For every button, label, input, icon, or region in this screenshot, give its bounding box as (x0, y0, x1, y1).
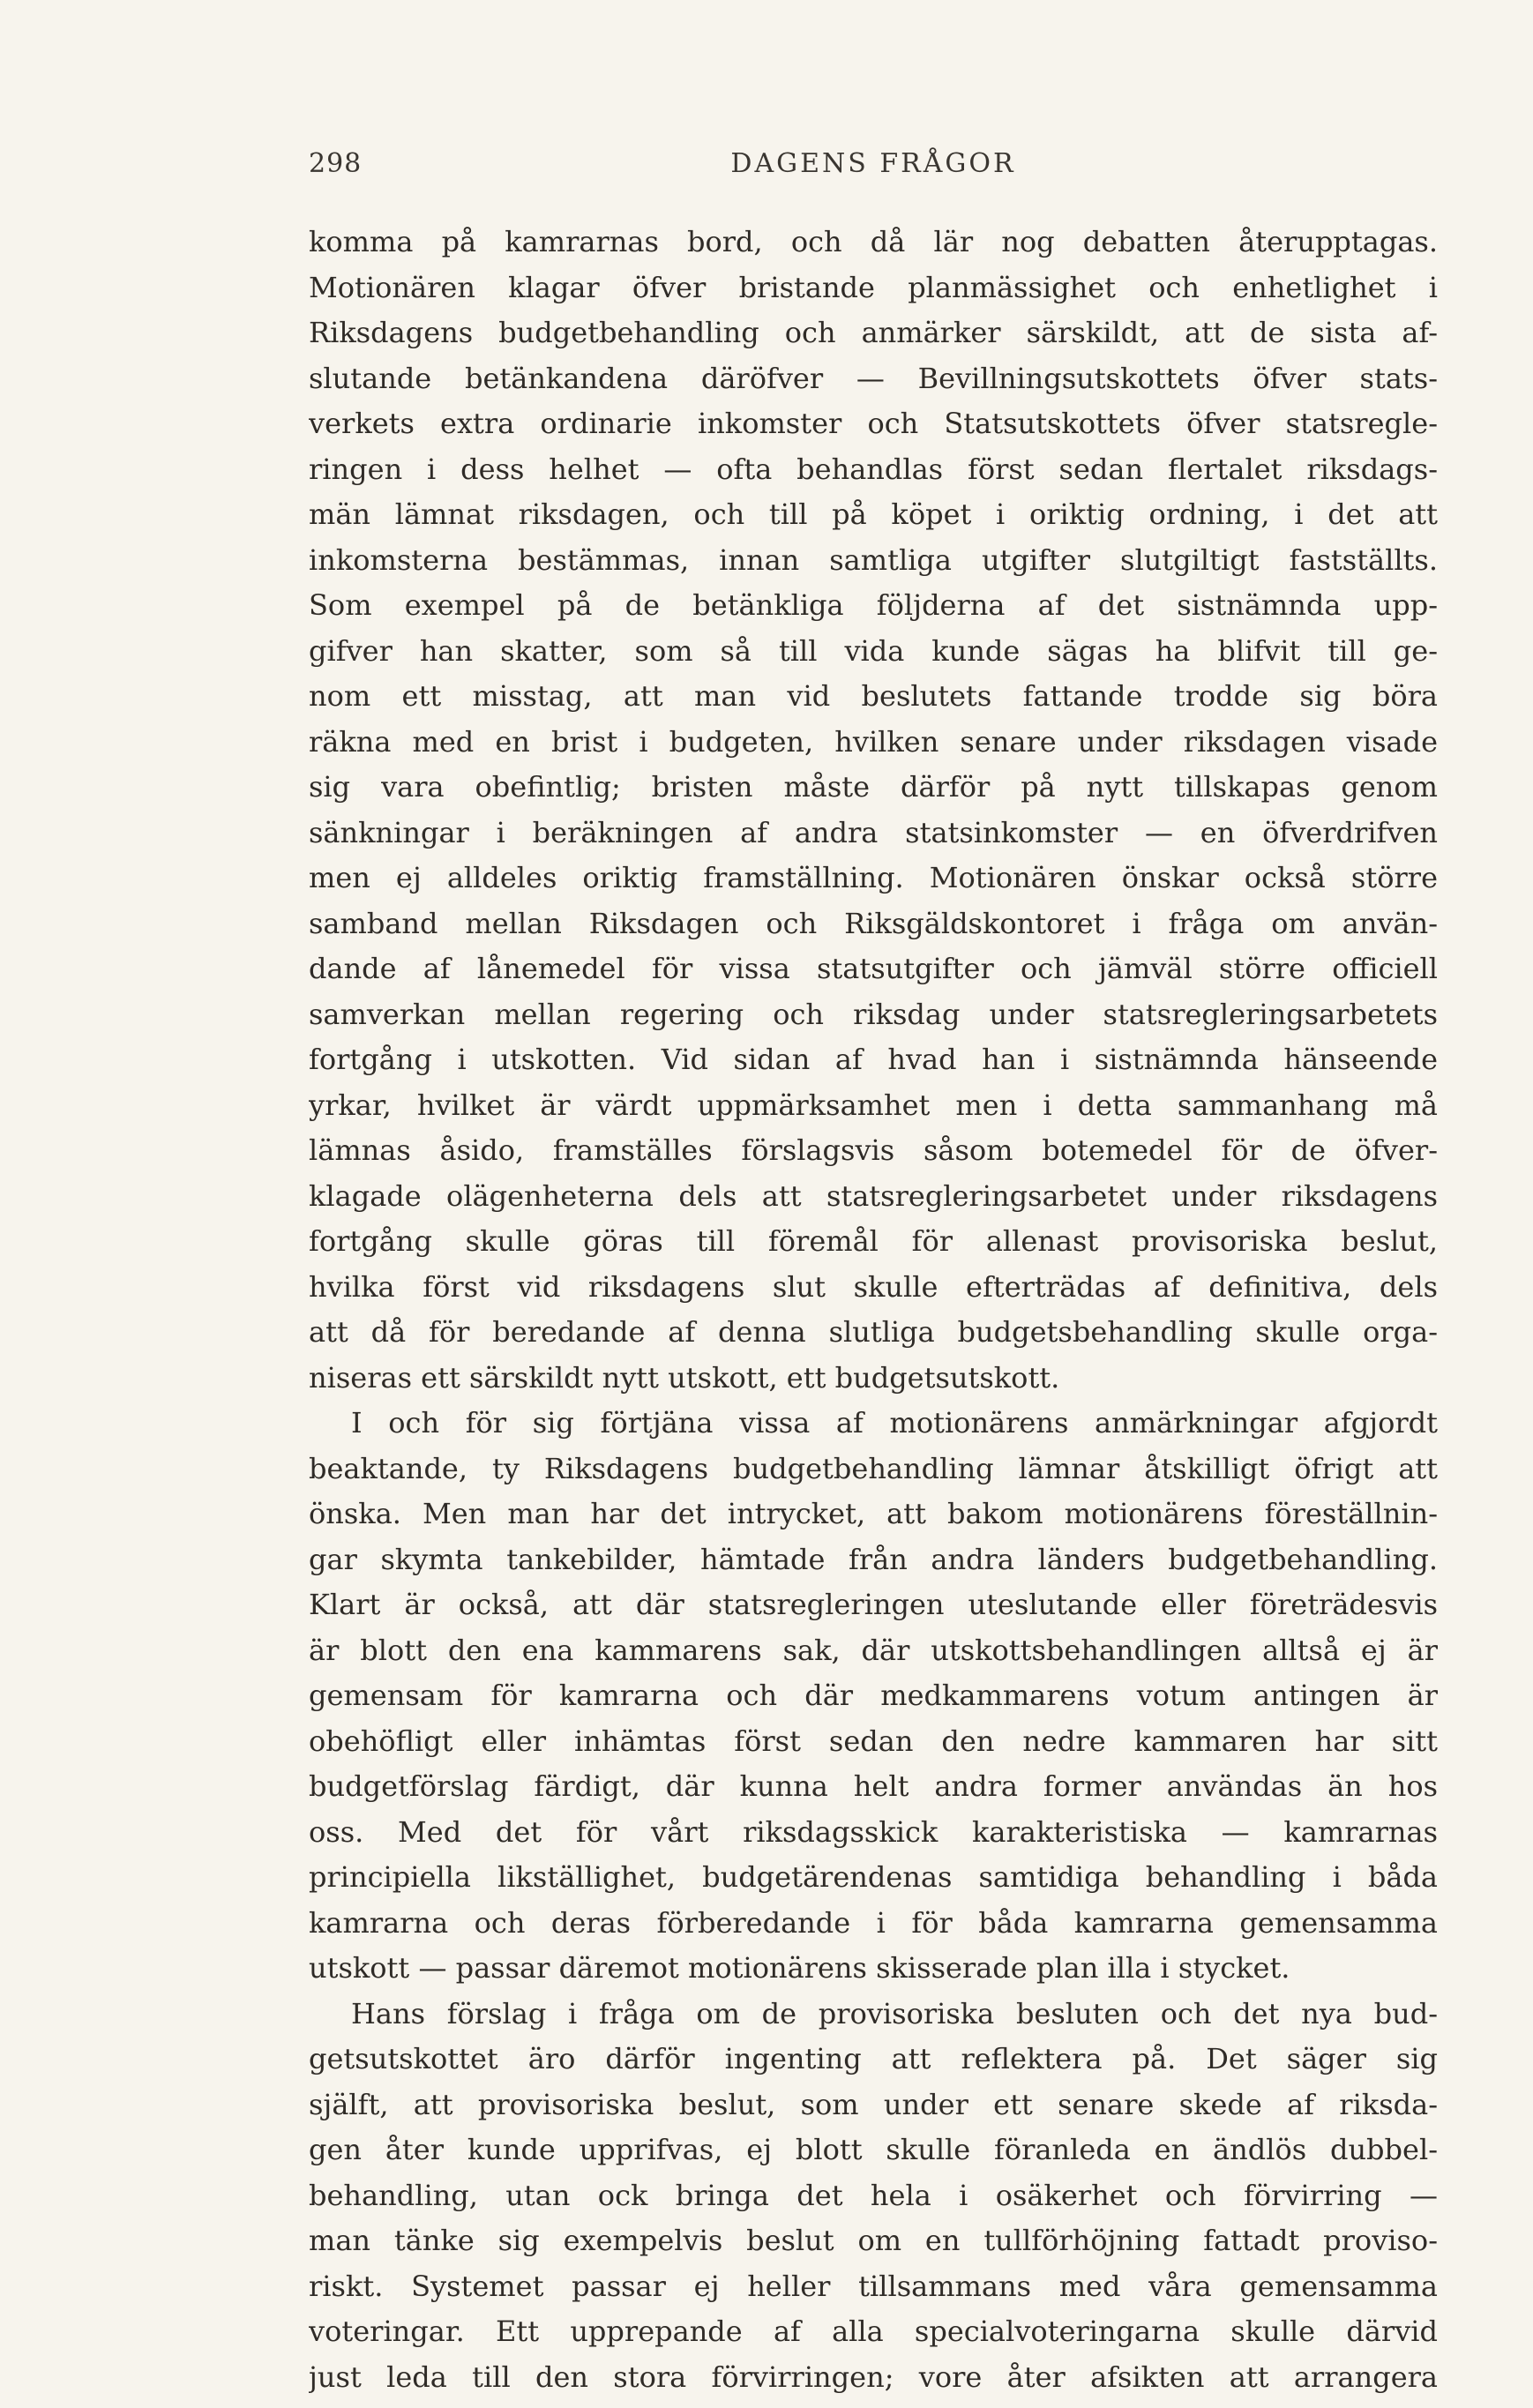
text-line: principiella likställighet, budgetärendenas samtidiga behandling i båda (309, 1860, 1438, 1894)
text-line: samverkan mellan regering och riksdag under statsregleringsarbetets (309, 997, 1438, 1031)
text-line: men ej alldeles oriktig framställning. Motionären önskar också större (309, 861, 1438, 894)
text-line: sig vara obefintlig; bristen måste därför på nytt tillskapas genom (309, 770, 1438, 804)
text-line: lämnas åsido, framställes förslagsvis såsom botemedel för de öfver- (309, 1133, 1438, 1167)
text-line: sänkningar i beräkningen af andra statsinkomster — en öfverdrifven (309, 815, 1438, 849)
text-line: inkomsterna bestämmas, innan samtliga utgifter slutgiltigt fastställts. (309, 542, 1438, 577)
text-line: dande af lånemedel för vissa statsutgifter och jämväl större officiell (309, 952, 1438, 985)
text-line: Klart är också, att där statsregleringen uteslutande eller företrädesvis (309, 1588, 1438, 1621)
text-line: gifver han skatter, som så till vida kunde sägas ha blifvit till ge- (309, 633, 1438, 668)
text-line: Riksdagens budgetbehandling och anmärker särskildt, att de sista af- (309, 316, 1438, 349)
text-line: beaktande, ty Riksdagens budgetbehandling lämnar åtskilligt öfrigt att (309, 1451, 1438, 1485)
text-line: slutande betänkandena däröfver — Bevillningsutskottets öfver stats- (309, 361, 1438, 395)
text-line: fortgång skulle göras till föremål för allenast provisoriska beslut, (309, 1224, 1438, 1258)
page-header (309, 148, 1438, 192)
text-line: voteringar. Ett upprepande af alla specialvoteringarna skulle därvid (309, 2315, 1438, 2348)
text-line: gemensam för kamrarna och där medkammarens votum antingen är (309, 1679, 1438, 1712)
text-line: riskt. Systemet passar ej heller tillsammans med våra gemensamma (309, 2269, 1438, 2303)
text-line: budgetförslag färdigt, där kunna helt andra former användas än hos (309, 1769, 1438, 1803)
text-line: klagade olägenheterna dels att statsregleringsarbetet under riksdagens (309, 1178, 1438, 1213)
text-line: ringen i dess helhet — ofta behandlas först sedan flertalet riksdags- (309, 452, 1438, 486)
text-line: obehöfligt eller inhämtas först sedan den nedre kammaren har sitt (309, 1724, 1438, 1758)
text-line: verkets extra ordinarie inkomster och Statsutskottets öfver statsregle- (309, 407, 1438, 440)
paragraph (309, 1401, 1438, 1992)
text-line: själft, att provisoriska beslut, som under ett senare skede af riksda- (309, 2087, 1438, 2121)
page-number: 298 (309, 148, 363, 179)
text-line: gen åter kunde upprifvas, ej blott skulle föranleda en ändlös dubbel- (309, 2133, 1438, 2166)
text-line: behandling, utan ock bringa det hela i osäkerhet och förvirring — (309, 2178, 1438, 2212)
text-line: gar skymta tankebilder, hämtade från andra länders budgetbehandling. (309, 1542, 1438, 1576)
text-line: niseras ett särskildt nytt utskott, ett budgetsutskott. (309, 1360, 1060, 1395)
paragraph (309, 220, 1438, 1401)
running-head: DAGENS FRÅGOR (730, 148, 1016, 179)
text-line: Motionären klagar öfver bristande planmässighet och enhetlighet i (309, 270, 1438, 304)
text-line: Hans förslag i fråga om de provisoriska besluten och det nya bud- (351, 1996, 1438, 2030)
paragraph (309, 1992, 1438, 2401)
text-line: oss. Med det för vårt riksdagsskick karakteristiska — kamrarnas (309, 1814, 1438, 1849)
text-line: yrkar, hvilket är värdt uppmärksamhet men i detta sammanhang må (309, 1088, 1438, 1122)
text-line: utskott — passar däremot motionärens skisserade plan illa i stycket. (309, 1951, 1290, 1985)
text-line: man tänke sig exempelvis beslut om en tullförhöjning fattadt proviso- (309, 2224, 1438, 2257)
text-line: är blott den ena kammarens sak, där utskottsbehandlingen alltså ej är (309, 1633, 1438, 1667)
text-line: I och för sig förtjäna vissa af motionärens anmärkningar afgjordt (351, 1406, 1438, 1440)
text-line: fortgång i utskotten. Vid sidan af hvad han i sistnämnda hänseende (309, 1043, 1438, 1076)
text-line: önska. Men man har det intrycket, att bakom motionärens föreställnin- (309, 1497, 1438, 1530)
text-line: just leda till den stora förvirringen; vore åter afsikten att arrangera (309, 2359, 1438, 2394)
text-line: Som exempel på de betänkliga följderna af det sistnämnda upp- (309, 588, 1438, 622)
text-line: samband mellan Riksdagen och Riksgäldskontoret i fråga om använ- (309, 906, 1438, 940)
text-line: att då för beredande af denna slutliga budgetsbehandling skulle orga- (309, 1315, 1438, 1349)
text-line: nom ett misstag, att man vid beslutets fattande trodde sig böra (309, 679, 1438, 713)
body-text (309, 220, 1438, 2400)
text-line: män lämnat riksdagen, och till på köpet i oriktig ordning, i det att (309, 497, 1438, 531)
text-line: komma på kamrarnas bord, och då lär nog debatten återupptagas. (309, 225, 1438, 258)
text-line: getsutskottet äro därför ingenting att reflektera på. Det säger sig (309, 2042, 1438, 2075)
text-line: kamrarna och deras förberedande i för båda kamrarna gemensamma (309, 1905, 1438, 1940)
text-line: hvilka först vid riksdagens slut skulle efterträdas af definitiva, dels (309, 1269, 1438, 1304)
text-line: räkna med en brist i budgeten, hvilken senare under riksdagen visade (309, 724, 1438, 759)
